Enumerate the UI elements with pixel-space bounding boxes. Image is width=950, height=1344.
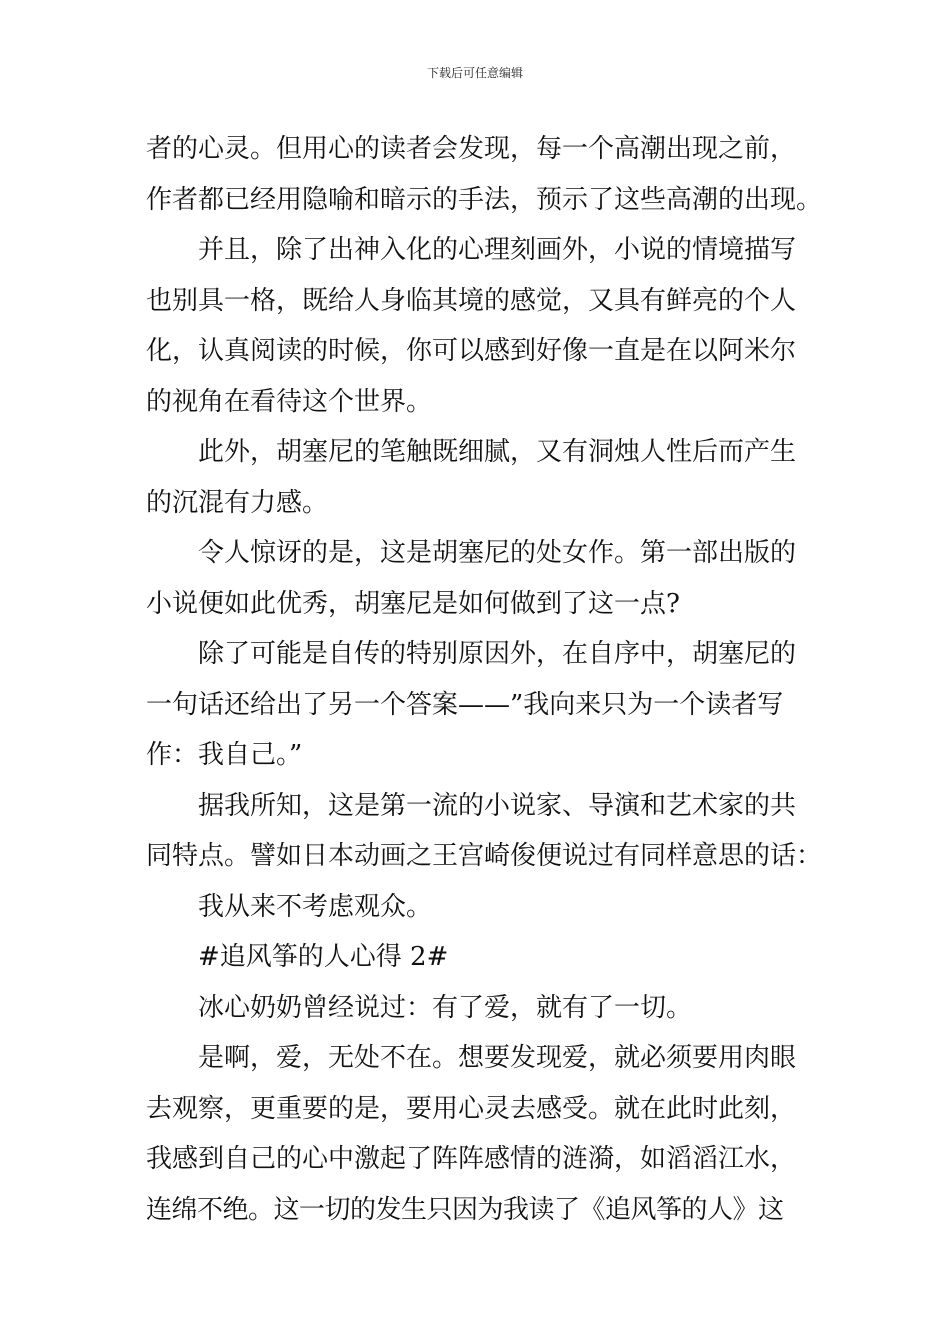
paragraph-start-line: 除了可能是自传的特别原因外，在自序中，胡塞尼的 <box>198 639 797 669</box>
text-line: 的沉混有力感。 <box>146 487 329 518</box>
text-line: 同特点。譬如日本动画之王宫崎俊便说过有同样意思的话： <box>146 841 823 871</box>
paragraph-start-line: 令人惊讶的是，这是胡塞尼的处女作。第一部出版的 <box>198 538 797 568</box>
text-line: 连绵不绝。这一切的发生只因为我读了《追风筝的人》这 <box>146 1194 784 1225</box>
text-line: 一句话还给出了另一个答案——”我向来只为一个读者写 <box>146 689 784 720</box>
text-line: 作者都已经用隐喻和暗示的手法，预示了这些高潮的出现。 <box>146 184 823 215</box>
paragraph-start-line: 是啊，爱，无处不在。想要发现爱，就必须要用肉眼 <box>198 1043 797 1073</box>
text-line: 我感到自己的心中激起了阵阵感情的涟漪，如滔滔江水， <box>146 1144 797 1174</box>
text-line: 化，认真阅读的时候，你可以感到好像一直是在以阿米尔 <box>146 336 797 366</box>
text-line: 作：我自己。” <box>146 740 303 770</box>
paragraph-start-line: 冰心奶奶曾经说过：有了爱，就有了一切。 <box>198 992 693 1023</box>
text-line: 小说便如此优秀，胡塞尼是如何做到了这一点? <box>146 588 680 619</box>
page-header-note: 下载后可任意编辑 <box>426 66 523 80</box>
paragraph-start-line: 据我所知，这是第一流的小说家、导演和艺术家的共 <box>198 790 797 821</box>
section-heading: #追风筝的人心得 2# <box>198 942 449 972</box>
text-line: 者的心灵。但用心的读者会发现，每一个高潮出现之前， <box>146 134 797 164</box>
text-line: 的视角在看待这个世界。 <box>146 386 433 417</box>
text-line: 去观察，更重要的是，要用心灵去感受。就在此时此刻， <box>146 1093 797 1124</box>
paragraph-start-line: 此外，胡塞尼的笔触既细腻，又有洞烛人性后而产生 <box>198 437 797 467</box>
document-body <box>146 124 823 1235</box>
paragraph-start-line: 并且，除了出神入化的心理刻画外，小说的情境描写 <box>198 235 797 265</box>
text-line: 也别具一格，既给人身临其境的感觉，又具有鲜亮的个人 <box>146 285 797 316</box>
paragraph-start-line: 我从来不考虑观众。 <box>198 891 433 922</box>
